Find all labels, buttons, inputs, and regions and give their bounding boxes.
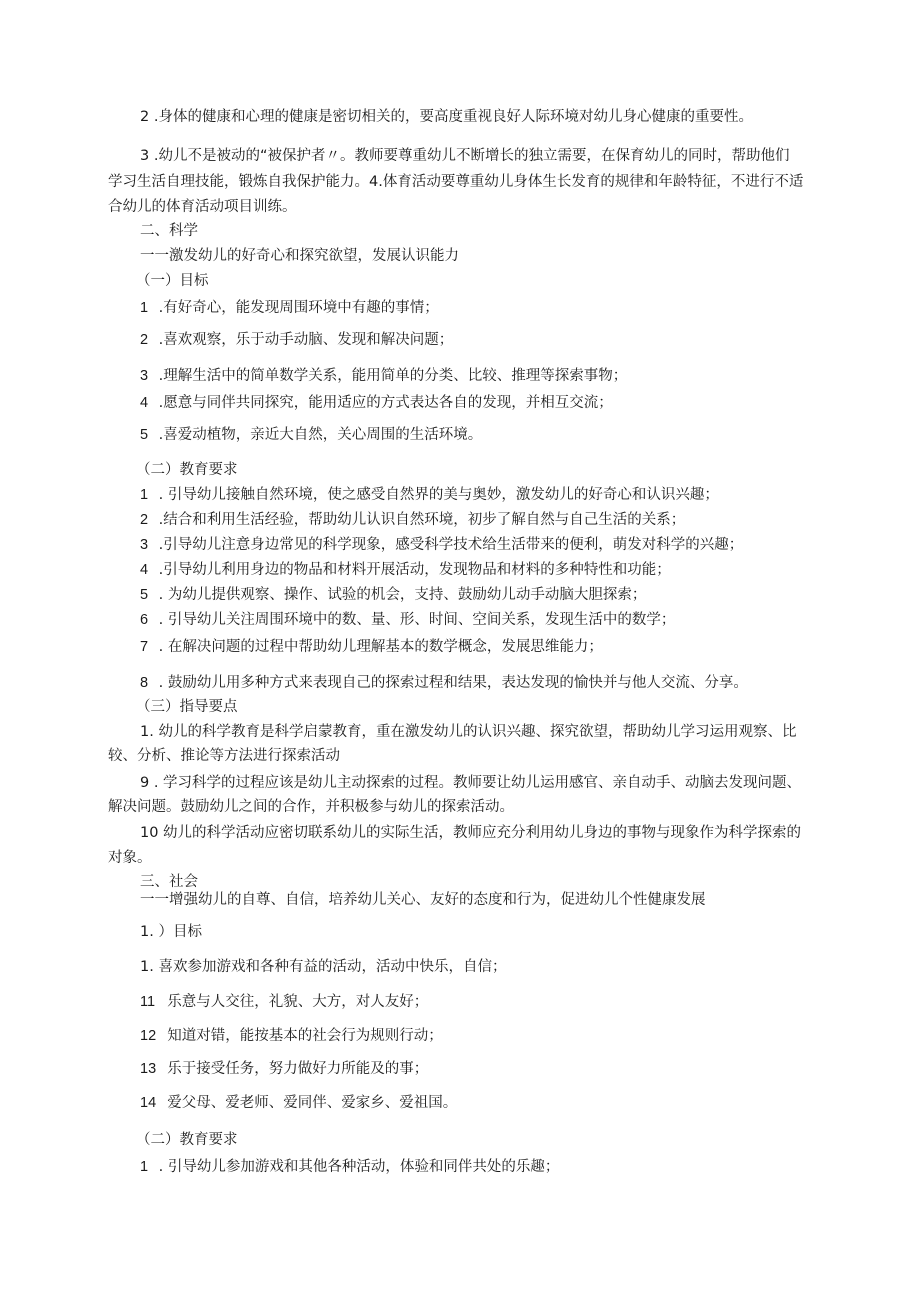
health-item-3-line-3: 合幼儿的体育活动项目训练。 [108, 199, 297, 215]
item-number: 6 [140, 612, 149, 628]
item-text: . 为幼儿提供观察、操作、试验的机会，支持、鼓励幼儿动手动脑大胆探索； [158, 587, 647, 603]
item-text: .结合和利用生活经验，帮助幼儿认识自然环境，初步了解自然与自己生活的关系； [158, 512, 686, 528]
science-goal-item [140, 330, 453, 350]
society-goal-item [140, 992, 428, 1012]
item-text: .理解生活中的简单数学关系，能用简单的分类、比较、推理等探索事物； [158, 368, 628, 384]
science-requirement-item [140, 585, 646, 605]
science-goal-item [140, 298, 439, 318]
item-text: . 引导幼儿接触自然环境，使之感受自然界的美与奥妙，激发幼儿的好奇心和认识兴趣； [158, 487, 719, 503]
health-item-3-line-1: 3 .幼儿不是被动的“被保护者〃。教师要尊重幼儿不断增长的独立需要，在保育幼儿的同时，帮助他们 [140, 148, 790, 164]
science-requirement-item [140, 673, 748, 693]
item-number: 4 [140, 395, 149, 411]
science-goal-item [140, 393, 613, 413]
science-goal-item [140, 366, 627, 386]
science-subtitle: 一一激发幼儿的好奇心和探究欲望，发展认识能力 [140, 248, 459, 264]
item-text: . 鼓励幼儿用多种方式来表现自己的探索过程和结果，表达发现的愉快并与他人交流、分享。 [158, 675, 748, 691]
health-item-2: 2 .身体的健康和心理的健康是密切相关的，要高度重视良好人际环境对幼儿身心健康的重要性。 [140, 109, 753, 125]
item-number: 1 [140, 300, 149, 316]
society-goal-item [140, 1059, 428, 1079]
item-text: .引导幼儿利用身边的物品和材料开展活动，发现物品和材料的多种特性和功能； [158, 562, 671, 578]
item-number: 11 [140, 994, 156, 1010]
science-guidance-10-line-2: 对象。 [108, 850, 152, 866]
science-heading: 二、科学 [140, 223, 198, 239]
item-text: 爱父母、爱老师、爱同伴、爱家乡、爱祖国。 [167, 1095, 458, 1111]
item-number: 4 [140, 562, 149, 578]
item-text: .愿意与同伴共同探究，能用适应的方式表达各自的发现，并相互交流； [158, 395, 613, 411]
item-text: .有好奇心，能发现周围环境中有趣的事情； [158, 300, 439, 316]
item-number: 13 [140, 1061, 157, 1077]
item-number: 8 [140, 675, 149, 691]
science-guidance-1-line-1: 1. 幼儿的科学教育是科学启蒙教育，重在激发幼儿的认识兴趣、探究欲望，帮助幼儿学习运用观察、比 [140, 724, 797, 740]
item-number: 5 [140, 427, 149, 443]
society-goal-item [140, 1026, 443, 1046]
science-guidance-9-line-1: 9 . 学习科学的过程应该是幼儿主动探索的过程。教师要让幼儿运用感官、亲自动手、动脑去发现问题、 [140, 775, 802, 791]
item-number: 5 [140, 587, 149, 603]
item-number: 12 [140, 1028, 157, 1044]
science-guidance-1-line-2: 较、分析、推论等方法进行探索活动 [108, 748, 340, 764]
item-text: . 引导幼儿关注周围环境中的数、量、形、时间、空间关系，发现生活中的数学； [158, 612, 676, 628]
science-guidance-9-line-2: 解决问题。鼓励幼儿之间的合作，并积极参与幼儿的探索活动。 [108, 799, 514, 815]
item-number: 3 [140, 537, 149, 553]
item-text: . 在解决问题的过程中帮助幼儿理解基本的数学概念，发展思维能力； [158, 639, 603, 655]
item-text: .引导幼儿注意身边常见的科学现象，感受科学技术给生活带来的便利，萌发对科学的兴趣； [158, 537, 744, 553]
item-text: 乐于接受任务，努力做好力所能及的事； [167, 1061, 429, 1077]
item-text: .喜爱动植物，亲近大自然，关心周围的生活环境。 [158, 427, 483, 443]
health-item-3-line-2: 学习生活自理技能，锻炼自我保护能力。4.体育活动要尊重幼儿身体生长发育的规律和年龄特征，不进行不适 [108, 174, 804, 190]
item-number: 1 [140, 487, 149, 503]
item-number: 7 [140, 639, 149, 655]
item-number: 14 [140, 1095, 157, 1111]
item-text: 知道对错，能按基本的社会行为规则行动； [167, 1028, 443, 1044]
society-subtitle: 一一增强幼儿的自尊、自信，培养幼儿关心、友好的态度和行为，促进幼儿个性健康发展 [140, 892, 706, 908]
society-goals-heading: 1. ）目标 [140, 924, 202, 940]
society-requirements-heading: （二）教育要求 [136, 1132, 238, 1148]
item-number: 2 [140, 332, 149, 348]
item-number: 2 [140, 512, 149, 528]
science-requirement-item [140, 637, 603, 657]
society-goal-1: 1. 喜欢参加游戏和各种有益的活动，活动中快乐，自信； [140, 959, 507, 975]
item-text: .喜欢观察，乐于动手动脑、发现和解决问题； [158, 332, 454, 348]
item-text: . 引导幼儿参加游戏和其他各种活动，体验和同伴共处的乐趣； [158, 1159, 560, 1175]
item-number: 3 [140, 368, 149, 384]
science-guidance-heading: （三）指导要点 [136, 699, 238, 715]
item-text: 乐意与人交往，礼貌、大方，对人友好； [167, 994, 429, 1010]
science-requirement-item [140, 535, 743, 555]
item-number: 1 [140, 1159, 149, 1175]
science-requirement-item [140, 510, 685, 530]
society-requirement-item [140, 1157, 559, 1177]
science-requirements-heading: （二）教育要求 [136, 462, 238, 478]
science-goals-heading: （一）目标 [136, 273, 209, 289]
science-requirement-item [140, 485, 719, 505]
science-goal-item [140, 425, 482, 445]
science-guidance-10-line-1: 10 幼儿的科学活动应密切联系幼儿的实际生活，教师应充分利用幼儿身边的事物与现象作为科学探索的 [140, 825, 802, 841]
science-requirement-item [140, 610, 675, 630]
society-goal-item [140, 1093, 457, 1113]
society-heading: 三、社会 [140, 874, 198, 890]
science-requirement-item [140, 560, 671, 580]
